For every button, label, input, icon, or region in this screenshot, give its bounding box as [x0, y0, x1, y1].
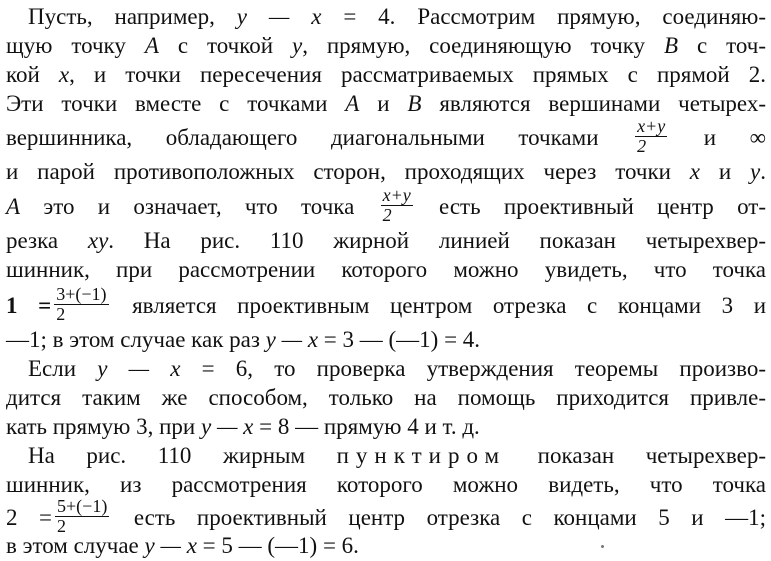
- math-symbol: B: [407, 91, 422, 116]
- text-line-10: [6, 284, 767, 325]
- math-expression: y — x: [236, 4, 322, 29]
- fraction-numerator: 5+(−1): [57, 496, 108, 517]
- text-span: = 4. Рассмотрим прямую, соединяю-: [321, 4, 766, 29]
- fraction-denominator: 2: [57, 516, 67, 537]
- math-expression: xy: [87, 228, 109, 253]
- text-span: есть проективный центр от-: [415, 194, 766, 219]
- text-span: шинник, из рассмотрения которого можно видеть, что точка: [6, 472, 766, 497]
- text-span: в этом случае: [6, 533, 145, 558]
- text-span: и: [359, 91, 408, 116]
- document-page: [6, 0, 766, 561]
- text-span: , прямую, соединяющую точку: [302, 33, 664, 58]
- text-span: и ∞: [670, 125, 766, 150]
- text-span: является проективным центром отрезка с концами 3 и: [111, 293, 767, 318]
- text-line-3: [6, 60, 766, 90]
- text-line-2: [6, 31, 766, 61]
- fraction: [635, 117, 667, 156]
- text-span: и парой противоположных сторон, проходящих через точки: [6, 159, 690, 184]
- text-span: = 8 — прямую 4 и т. д.: [253, 414, 480, 439]
- fraction-denominator: 2: [382, 205, 392, 226]
- fraction: [381, 186, 413, 225]
- text-line-11: [6, 325, 766, 355]
- text-span: = 3 — (—1) = 4.: [318, 327, 481, 352]
- text-span: = 6, то проверка утверждения теоремы произво-: [180, 356, 766, 381]
- math-symbol: A: [6, 194, 21, 219]
- text-span: и: [700, 159, 751, 184]
- text-span: с точ-: [678, 33, 767, 58]
- text-line-5: [6, 116, 766, 157]
- math-expression: y — x: [200, 414, 254, 439]
- text-line-7: [6, 185, 766, 226]
- fraction-numerator: 3+(−1): [56, 284, 107, 305]
- text-span: с точкой: [158, 33, 292, 58]
- math-expression: 2 =: [6, 505, 53, 530]
- text-span: —1; в этом случае как раз: [6, 327, 266, 352]
- scan-speck: [601, 545, 604, 548]
- text-span: Если: [28, 356, 98, 381]
- math-symbol: y: [750, 159, 761, 184]
- text-line-13: [6, 383, 766, 413]
- emphasized-text: пунктиром: [336, 443, 507, 468]
- text-line-16: [6, 470, 766, 500]
- math-symbol: A: [144, 33, 159, 58]
- text-span: есть проективный центр отрезка с концами 5 и —1;: [112, 505, 766, 530]
- text-line-18: [6, 531, 766, 561]
- math-expression: 1 =: [6, 293, 52, 318]
- text-span: Пусть, например,: [28, 4, 237, 29]
- text-span: вершинника, обладающего диагональными точками: [6, 125, 633, 150]
- text-line-12: [6, 354, 766, 384]
- text-line-4: [6, 89, 766, 119]
- fraction: [54, 285, 108, 324]
- math-expression: y — x: [97, 356, 181, 381]
- math-symbol: x: [689, 159, 701, 184]
- text-span: это и означает, что точка: [20, 194, 378, 219]
- text-line-14: [6, 412, 766, 442]
- text-line-9: [6, 255, 766, 285]
- math-expression: y — x: [265, 327, 319, 352]
- math-symbol: A: [345, 91, 360, 116]
- math-symbol: x: [58, 62, 70, 87]
- fraction-denominator: 2: [56, 304, 66, 325]
- text-line-15: [6, 441, 766, 471]
- text-line-6: [6, 157, 766, 187]
- text-span: шинник, при рассмотрении которого можно увидеть, что точка: [6, 257, 766, 282]
- fraction-numerator: x+y: [382, 185, 411, 206]
- text-span: . На рис. 110 жирной линией показан четырехвер-: [108, 228, 767, 253]
- text-line-8: [6, 226, 766, 256]
- text-span: резка: [6, 228, 88, 253]
- text-line-1: [6, 2, 766, 32]
- text-span: показан четырехвер-: [506, 443, 767, 468]
- text-span: На рис. 110 жирным: [28, 443, 337, 468]
- text-span: дится таким же способом, только на помощь приходится привле-: [6, 385, 766, 410]
- text-span: кать прямую 3, при: [6, 414, 201, 439]
- text-span: являются вершинами четырех-: [421, 91, 766, 116]
- fraction-denominator: 2: [637, 136, 647, 157]
- text-span: щую точку: [6, 33, 145, 58]
- text-span: Эти точки вместе с точками: [6, 91, 346, 116]
- math-symbol: y: [291, 33, 303, 58]
- text-span: кой: [6, 62, 59, 87]
- text-span: = 5 — (—1) = 6.: [196, 533, 359, 558]
- math-expression: y — x: [144, 533, 197, 558]
- text-span: .: [760, 159, 766, 184]
- text-span: , и точки пересечения рассматриваемых прямых с прямой 2.: [69, 62, 766, 87]
- math-symbol: B: [664, 33, 679, 58]
- fraction-numerator: x+y: [637, 116, 666, 137]
